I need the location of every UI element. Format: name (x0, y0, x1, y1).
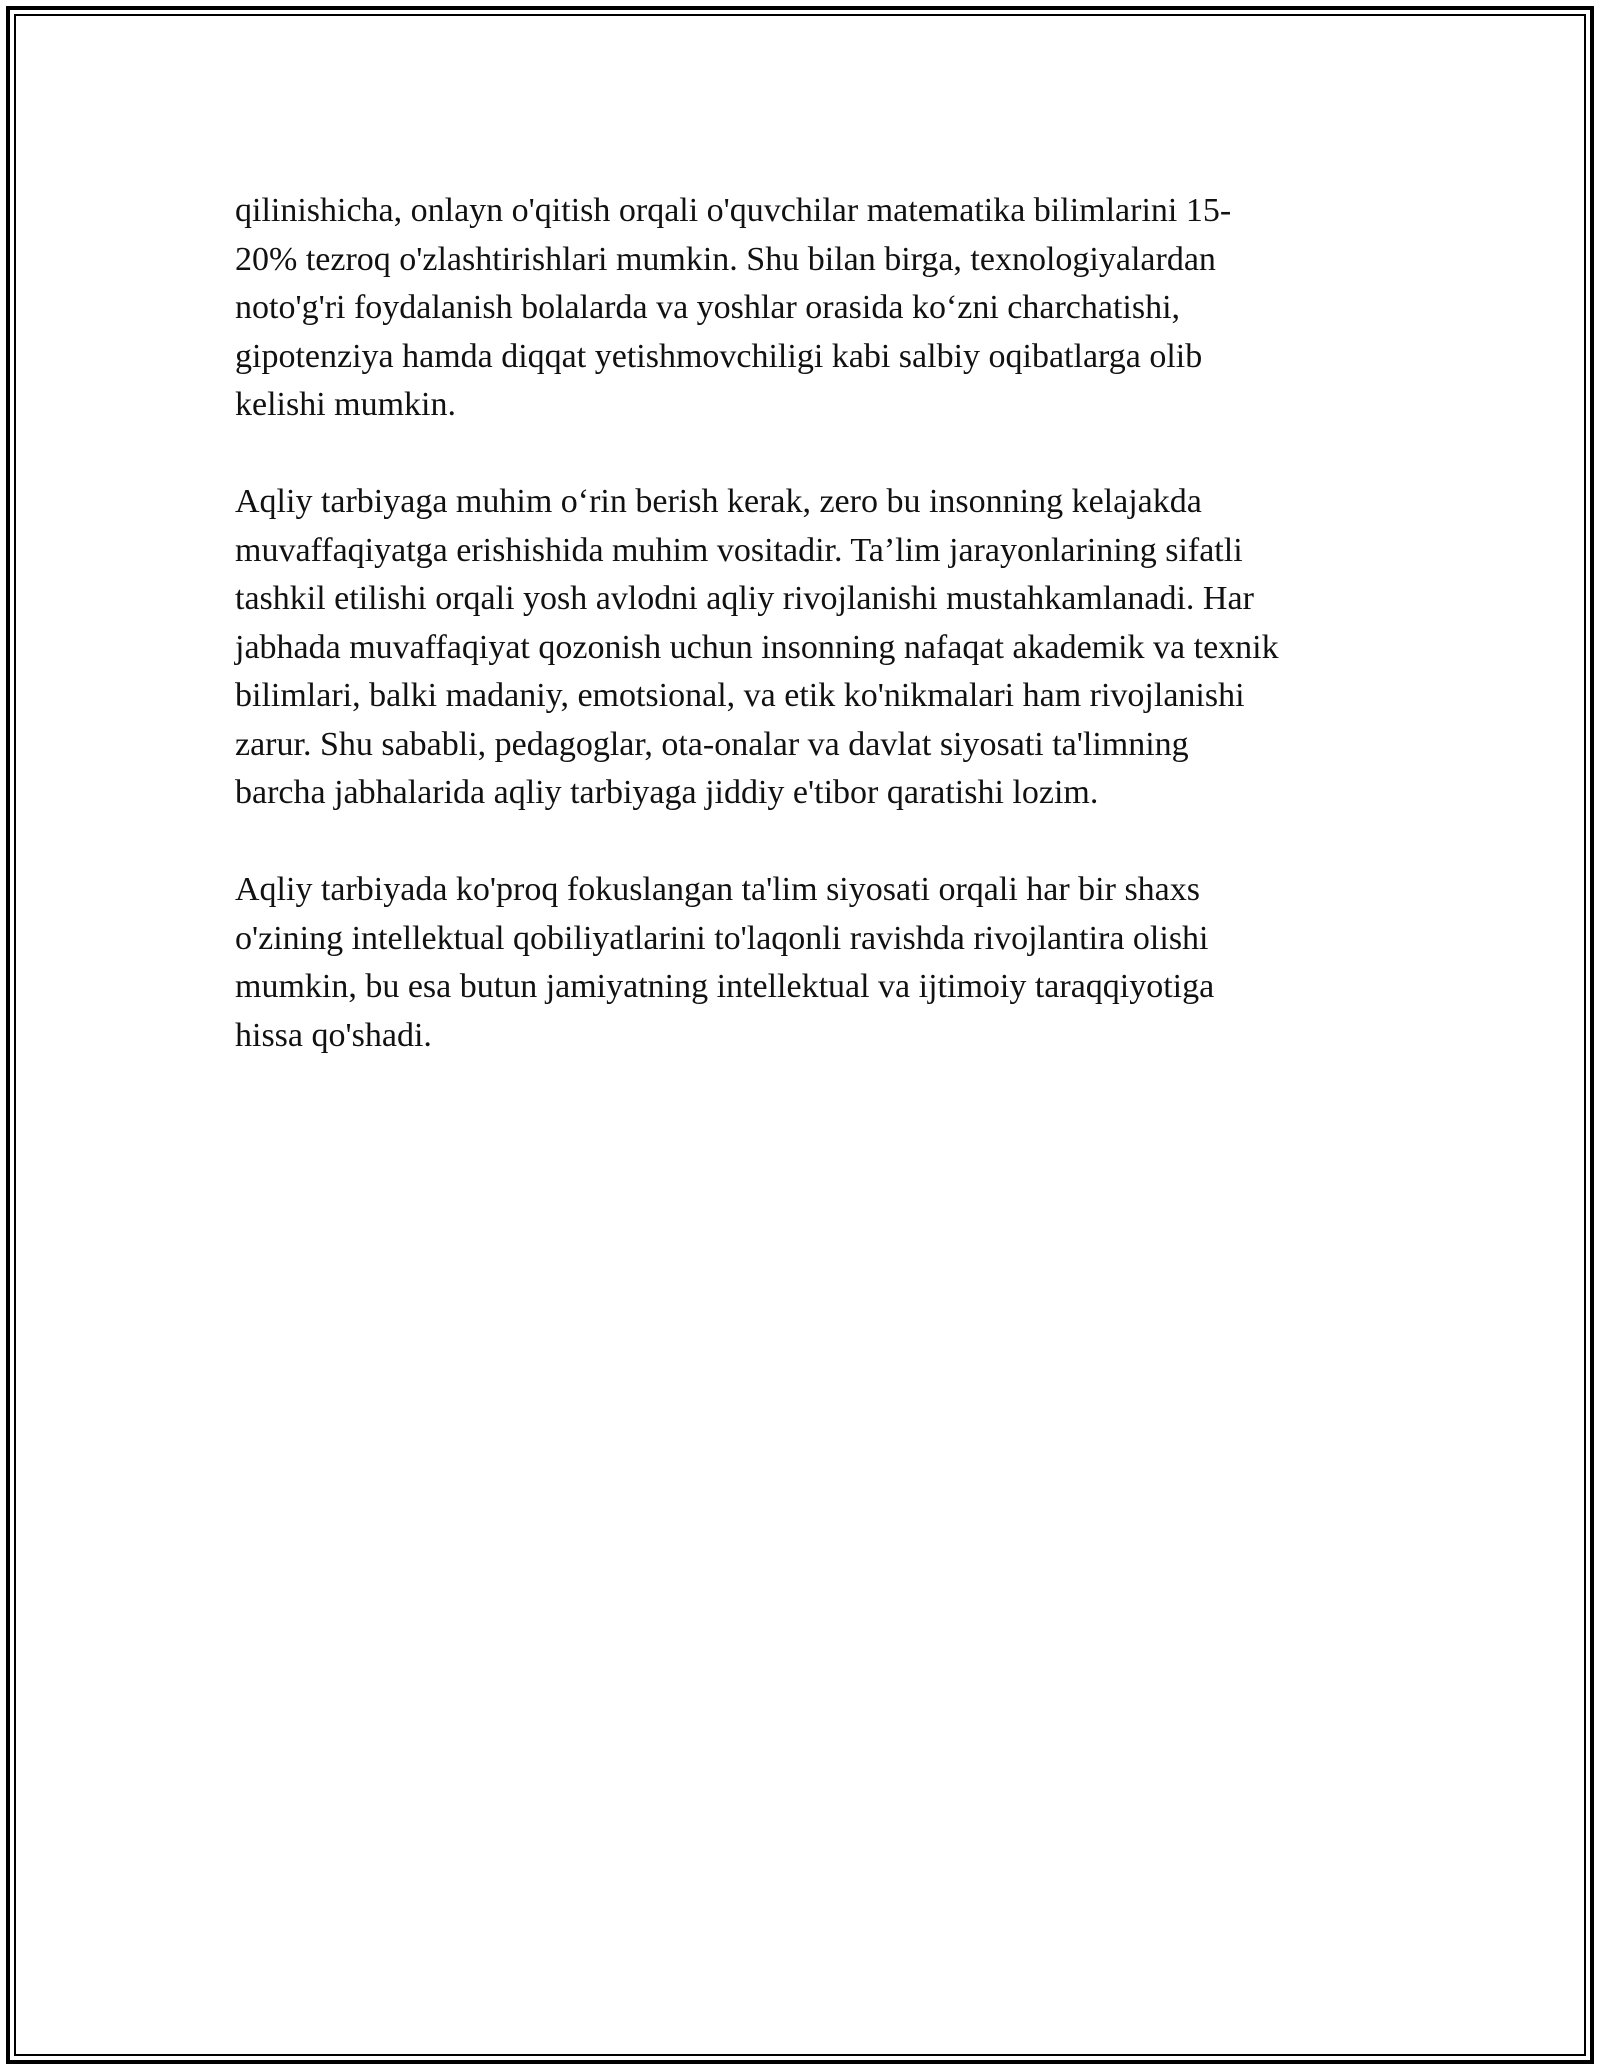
paragraph-2 (235, 478, 1375, 818)
text-line: noto'g'ri foydalanish bolalarda va yoshlar orasida ko‘zni charchatishi, (235, 289, 1181, 326)
text-line: qilinishicha, onlayn o'qitish orqali o'quvchilar matematika bilimlarini 15- (235, 192, 1232, 229)
text-line: gipotenziya hamda diqqat yetishmovchiligi kabi salbiy oqibatlarga olib (235, 337, 1203, 375)
text-line: tashkil etilishi orqali yosh avlodni aqliy rivojlanishi mustahkamlanadi. Har (235, 580, 1254, 617)
paragraph-3 (235, 866, 1375, 1060)
text-line: muvaffaqiyatga erishishida muhim vositadir. Ta’lim jarayonlarining sifatli (235, 531, 1243, 569)
text-line: 20% tezroq o'zlashtirishlari mumkin. Shu bilan birga, texnologiyalardan (235, 240, 1216, 278)
text-line: zarur. Shu sababli, pedagoglar, ota-onalar va davlat siyosati ta'limning (235, 725, 1189, 763)
text-line: kelishi mumkin. (235, 386, 456, 423)
paragraph-1 (235, 187, 1375, 430)
text-line: barcha jabhalarida aqliy tarbiyaga jiddiy e'tibor qaratishi lozim. (235, 774, 1099, 811)
text-line: mumkin, bu esa butun jamiyatning intellektual va ijtimoiy taraqqiyotiga (235, 968, 1215, 1005)
text-line: jabhada muvaffaqiyat qozonish uchun insonning nafaqat akademik va texnik (235, 628, 1279, 666)
text-line: o'zining intellektual qobiliyatlarini to'laqonli ravishda rivojlantira olishi (235, 919, 1209, 957)
text-line: Aqliy tarbiyaga muhim o‘rin berish kerak, zero bu insonning kelajakda (235, 483, 1202, 520)
text-line: Aqliy tarbiyada ko'proq fokuslangan ta'lim siyosati orqali har bir shaxs (235, 871, 1200, 908)
text-line: hissa qo'shadi. (235, 1016, 432, 1054)
text-line: bilimlari, balki madaniy, emotsional, va etik ko'nikmalari ham rivojlanishi (235, 677, 1245, 714)
document-body (235, 187, 1375, 1109)
